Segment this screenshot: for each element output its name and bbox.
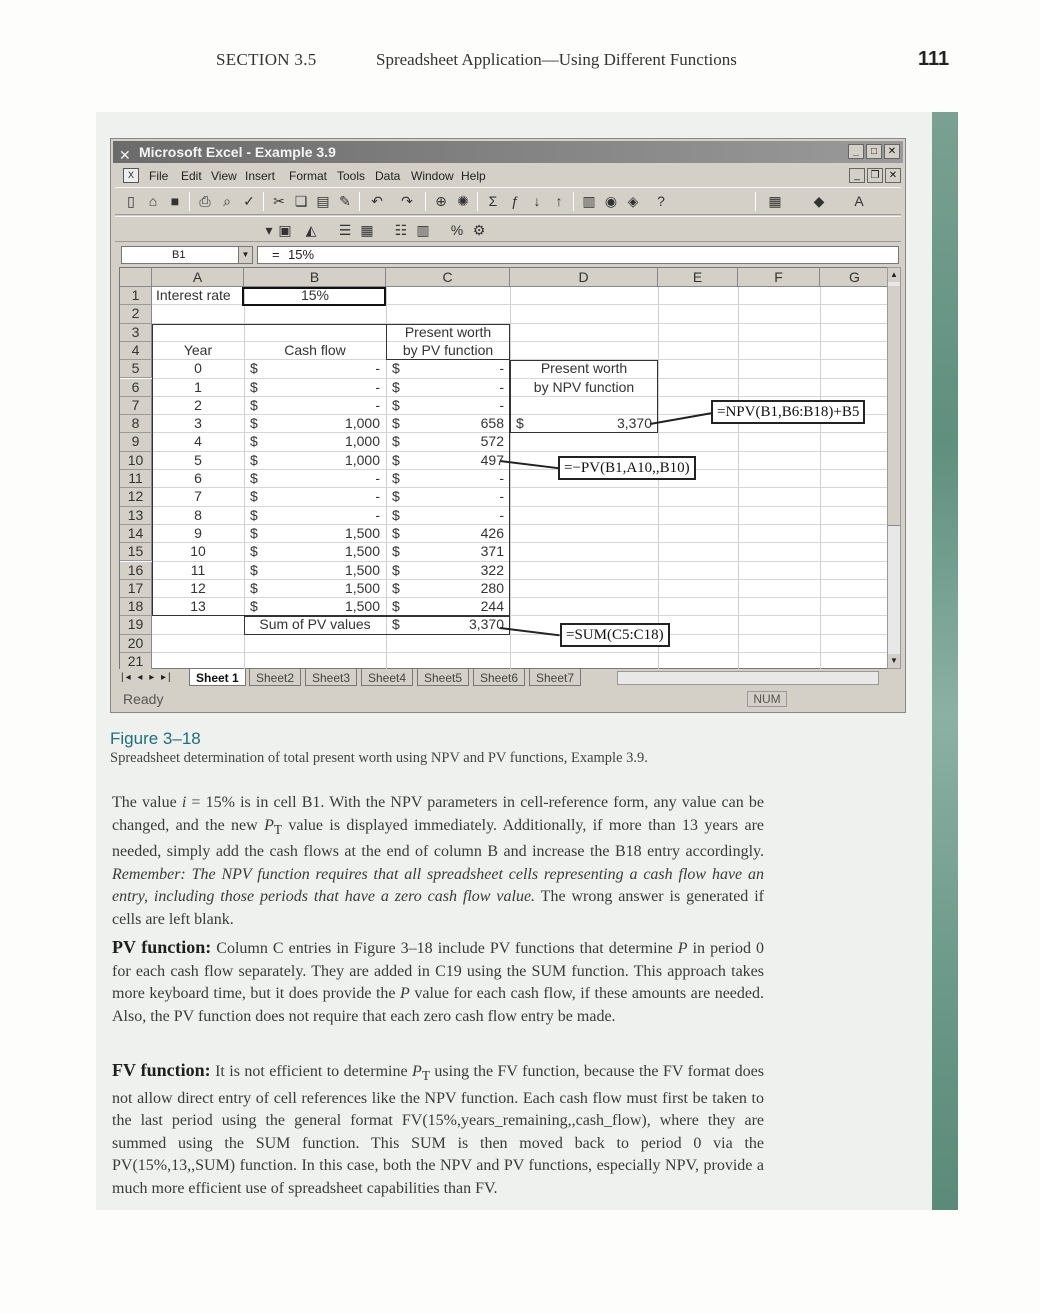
cell-d8: 3,370 xyxy=(616,415,652,432)
name-box[interactable] xyxy=(121,246,253,264)
scroll-thumb[interactable] xyxy=(888,286,900,526)
row-header-15[interactable]: 15 xyxy=(120,543,152,561)
year-cell: 12 xyxy=(190,579,206,596)
vertical-scrollbar[interactable] xyxy=(887,267,901,669)
equals-icon: = xyxy=(272,247,280,262)
cashflow-cell: - xyxy=(375,506,380,523)
gridline xyxy=(738,287,739,670)
year-cell: 5 xyxy=(194,451,202,468)
year-cell: 1 xyxy=(194,378,202,395)
dropdown-arrow-icon[interactable]: ▾ xyxy=(265,222,273,238)
menu-bar xyxy=(113,165,903,187)
year-cell: 9 xyxy=(194,524,202,541)
format-painter-icon[interactable]: ✎ xyxy=(339,193,351,209)
cell-c3: Present worth xyxy=(404,323,492,340)
pv-cell: 426 xyxy=(480,524,504,541)
cashflow-cell: - xyxy=(375,396,380,413)
pv-function-heading: PV function: xyxy=(112,937,212,957)
tab-sheet4[interactable]: Sheet4 xyxy=(361,669,413,686)
row-header-5[interactable]: 5 xyxy=(120,360,152,378)
row-header-2[interactable]: 2 xyxy=(120,305,152,323)
paragraph-pv-function: PV function: Column C entries in Figure 3–18 include PV functions that determine P in period 0 for each cash flow separately. They are added in C19 using the SUM function. This approach takes more keyboard time, but it does provide the P value for each cash flow, if these amounts are needed. Also, the PV function does not require that each zero cash flow entry be made. xyxy=(112,937,764,1025)
tab-sheet2[interactable]: Sheet2 xyxy=(249,669,301,686)
pv-symbol: $ xyxy=(392,378,400,395)
map-icon[interactable]: ◉ xyxy=(604,193,618,209)
cut-icon[interactable]: ✂ xyxy=(273,193,285,209)
cashflow-symbol: $ xyxy=(250,433,258,450)
cashflow-symbol: $ xyxy=(250,378,258,395)
cashflow-cell: 1,500 xyxy=(344,598,380,615)
status-num: NUM xyxy=(747,691,787,707)
sum-formula-callout: =SUM(C5:C18) xyxy=(560,623,670,647)
row-header-18[interactable]: 18 xyxy=(120,598,152,616)
year-cell: 7 xyxy=(194,488,202,505)
pv-symbol: $ xyxy=(392,396,400,413)
formula-bar-row xyxy=(115,245,901,265)
cashflow-symbol: $ xyxy=(250,488,258,505)
pv-symbol: $ xyxy=(392,488,400,505)
menu-window[interactable]: Window xyxy=(411,169,454,183)
cashflow-symbol: $ xyxy=(250,470,258,486)
doc-close-button[interactable]: ✕ xyxy=(885,168,901,183)
row-header-4[interactable]: 4 xyxy=(120,342,152,360)
cashflow-cell: 1,500 xyxy=(344,524,380,541)
sum-outline xyxy=(244,616,510,634)
year-cell: 10 xyxy=(190,543,206,560)
cashflow-cell: 1,000 xyxy=(344,415,380,432)
borders-icon[interactable]: ▦ xyxy=(768,193,782,209)
year-cell: 4 xyxy=(194,433,202,450)
cashflow-cell: - xyxy=(375,360,380,377)
sort-ascending-icon[interactable]: ↓ xyxy=(533,193,541,209)
copy-icon[interactable]: ❏ xyxy=(294,193,308,209)
scroll-down-icon[interactable]: ▼ xyxy=(888,654,900,668)
year-cell: 0 xyxy=(194,360,202,377)
active-cell-outline xyxy=(242,287,386,306)
excel-window xyxy=(110,138,906,713)
figure-label: Figure 3–18 xyxy=(110,729,201,748)
pv-cell: - xyxy=(499,488,504,505)
chevron-down-icon[interactable]: ▼ xyxy=(238,247,252,263)
menu-file[interactable]: File xyxy=(149,169,169,183)
paragraph-fv-function: FV function: It is not efficient to determine $P_T$ using the FV function, because the FV format does not allow direct entry of cell references like the NPV function. Each cash flow must first be taken to the last period using the general format FV(15%,years_remaining,,cash_flow), where they are summed using the SUM function. This SUM is then moved back to period 0 via the PV(15%,13,,SUM) function. In this case, both the NPV and PV functions, especially NPV, provide a much more efficient use of spreadsheet capabilities than FV. xyxy=(112,1060,764,1197)
year-cell: 8 xyxy=(194,506,202,523)
cashflow-symbol: $ xyxy=(250,579,258,596)
row-header-13[interactable]: 13 xyxy=(120,507,152,525)
row-header-10[interactable]: 10 xyxy=(120,452,152,470)
pv-symbol: $ xyxy=(392,433,400,450)
cashflow-symbol: $ xyxy=(250,396,258,413)
cashflow-cell: 1,500 xyxy=(344,543,380,560)
pv-symbol: $ xyxy=(392,470,400,486)
menu-format[interactable]: Format xyxy=(289,169,328,183)
gridline xyxy=(510,287,511,670)
font-color-icon[interactable]: A xyxy=(854,193,864,209)
pv-cell: 244 xyxy=(480,598,504,615)
row-header-19[interactable]: 19 xyxy=(120,616,152,634)
cashflow-cell: - xyxy=(375,378,380,395)
pv-symbol: $ xyxy=(392,524,400,541)
column-header-c[interactable]: C xyxy=(386,268,510,287)
autosum-icon[interactable]: Σ xyxy=(488,193,498,209)
drawing-icon[interactable]: ◈ xyxy=(627,193,639,209)
remember-note: Remember: The NPV function requires that all spreadsheet cells representing a cash flow have an entry, including those periods that have a zero cash flow value. xyxy=(112,865,764,906)
pv-cell: - xyxy=(499,506,504,523)
pv-symbol: $ xyxy=(392,360,400,377)
new-icon[interactable]: ▯ xyxy=(127,193,135,209)
minimize-button[interactable]: _ xyxy=(848,144,864,159)
cashflow-cell: 1,000 xyxy=(344,451,380,468)
cashflow-cell: - xyxy=(375,488,380,505)
year-cell: 3 xyxy=(194,415,202,432)
cell-c19: 3,370 xyxy=(468,616,504,633)
column-header-e[interactable]: E xyxy=(658,268,738,287)
list-icon[interactable]: ☰ xyxy=(338,222,352,238)
column-header-a[interactable]: A xyxy=(152,268,244,287)
fill-color-icon[interactable]: ◆ xyxy=(813,193,825,209)
decorative-side-strip xyxy=(932,112,958,1210)
row-header-7[interactable]: 7 xyxy=(120,397,152,415)
grid-icon[interactable]: ▥ xyxy=(416,222,430,238)
horizontal-scrollbar[interactable] xyxy=(617,671,879,685)
pv-cell: 322 xyxy=(480,561,504,578)
cashflow-symbol: $ xyxy=(250,561,258,578)
cashflow-symbol: $ xyxy=(250,506,258,523)
hyperlink-icon[interactable]: ⊕ xyxy=(435,193,447,209)
row-header-11[interactable]: 11 xyxy=(120,470,152,488)
select-all-corner[interactable] xyxy=(120,268,152,287)
row-header-12[interactable]: 12 xyxy=(120,488,152,506)
status-bar xyxy=(115,689,901,709)
row-header-17[interactable]: 17 xyxy=(120,580,152,598)
chart-wizard-icon[interactable]: ▥ xyxy=(582,193,596,209)
tab-sheet7[interactable]: Sheet7 xyxy=(529,669,581,686)
row-header-9[interactable]: 9 xyxy=(120,433,152,451)
tab-sheet5[interactable]: Sheet5 xyxy=(417,669,469,686)
sheet-nav-icon[interactable]: |◂ ◂ ▸ ▸| xyxy=(121,672,173,683)
row-header-6[interactable]: 6 xyxy=(120,379,152,397)
print-preview-icon[interactable]: ⌕ xyxy=(223,193,231,209)
pv-cell: - xyxy=(499,396,504,413)
row-header-14[interactable]: 14 xyxy=(120,525,152,543)
pv-symbol: $ xyxy=(392,543,400,560)
help-icon[interactable]: ? xyxy=(657,193,665,209)
cashflow-symbol: $ xyxy=(250,360,258,377)
row-header-1[interactable]: 1 xyxy=(120,287,152,305)
cell-b4: Cash flow xyxy=(284,341,346,358)
title-bar xyxy=(113,141,903,163)
pv-symbol: $ xyxy=(392,561,400,578)
paragraph-npv-usage: The value i = 15% is in cell B1. With the NPV parameters in cell-reference form, any value can be changed, and the new $P_T$ value is displayed immediately. Additionally, if more than 13 years are needed, simply add the cash flows at the end of column B and increase the B18 entry accordingly. Remember: The NPV function requires that all spreadsheet cells representing a cash flow have an entry, including those periods that have a zero cash flow value. The wrong answer is generated if cells are left blank. xyxy=(112,794,765,928)
tools-icon[interactable]: ⚙ xyxy=(472,222,486,238)
pv-cell: - xyxy=(499,360,504,377)
pv-cell: 572 xyxy=(480,433,504,450)
name-box-value: B1 xyxy=(172,249,186,261)
running-head-title: Spreadsheet Application—Using Different Functions xyxy=(376,50,737,69)
cashflow-symbol: $ xyxy=(250,598,258,615)
doc-restore-button[interactable]: ❐ xyxy=(867,168,883,183)
workbook-icon[interactable]: X xyxy=(123,168,139,183)
cash-table-outline xyxy=(152,324,510,617)
running-head-section: SECTION 3.5 xyxy=(216,50,317,69)
doc-minimize-button[interactable]: _ xyxy=(849,168,865,183)
table-icon[interactable]: ▦ xyxy=(360,222,374,238)
cell-b1: 15% xyxy=(300,287,330,303)
row-header-20[interactable]: 20 xyxy=(120,635,152,653)
pv-symbol: $ xyxy=(392,451,400,468)
status-ready: Ready xyxy=(123,691,164,707)
window-title: Microsoft Excel - Example 3.9 xyxy=(139,144,336,160)
npv-outline xyxy=(510,360,658,433)
cashflow-cell: 1,000 xyxy=(344,433,380,450)
cashflow-symbol: $ xyxy=(250,543,258,560)
percent-icon[interactable]: % xyxy=(450,222,464,238)
cell-d8-sym: $ xyxy=(516,415,524,432)
chart-type-icon[interactable]: ◭ xyxy=(305,222,317,238)
print-icon[interactable]: ⎙ xyxy=(199,193,211,209)
year-cell: 13 xyxy=(190,598,206,615)
pv-symbol: $ xyxy=(392,598,400,615)
pv-cell: 497 xyxy=(480,451,504,468)
npv-formula-callout: =NPV(B1,B6:B18)+B5 xyxy=(711,400,865,424)
menu-edit[interactable]: Edit xyxy=(181,169,202,183)
tab-sheet3[interactable]: Sheet3 xyxy=(305,669,357,686)
cell-c19-sym: $ xyxy=(392,616,400,633)
menu-data[interactable]: Data xyxy=(375,169,401,183)
fv-function-heading: FV function: xyxy=(112,1060,211,1080)
tab-sheet6[interactable]: Sheet6 xyxy=(473,669,525,686)
sheet-tabs-bar xyxy=(119,669,901,687)
sort-descending-icon[interactable]: ↑ xyxy=(555,193,563,209)
cell-d5: Present worth xyxy=(540,360,628,377)
menu-help[interactable]: Help xyxy=(461,169,486,183)
year-cell: 2 xyxy=(194,396,202,413)
cashflow-cell: 1,500 xyxy=(344,561,380,578)
excel-app-icon: ✕ xyxy=(119,147,131,163)
pv-cell: - xyxy=(499,378,504,395)
close-button[interactable]: ✕ xyxy=(884,144,900,159)
open-icon[interactable]: ⌂ xyxy=(148,193,158,209)
save-icon[interactable]: ■ xyxy=(170,193,180,209)
pv-symbol: $ xyxy=(392,579,400,596)
pv-cell: 658 xyxy=(480,415,504,432)
maximize-button[interactable]: □ xyxy=(866,144,882,159)
formula-value: 15% xyxy=(288,247,315,262)
column-header-d[interactable]: D xyxy=(510,268,658,287)
row-header-3[interactable]: 3 xyxy=(120,324,152,342)
cell-b19: Sum of PV values xyxy=(259,616,371,633)
function-icon[interactable]: ƒ xyxy=(511,193,519,209)
gridline xyxy=(152,652,890,653)
paste-icon[interactable]: ▤ xyxy=(316,193,330,209)
tab-sheet1[interactable]: Sheet 1 xyxy=(189,669,246,686)
formula-bar[interactable] xyxy=(257,246,899,264)
pv-symbol: $ xyxy=(392,415,400,432)
scroll-up-icon[interactable]: ▲ xyxy=(888,268,900,282)
spelling-icon[interactable]: ✓ xyxy=(243,193,255,209)
column-header-b[interactable]: B xyxy=(244,268,386,287)
gridline xyxy=(820,287,821,670)
web-toolbar-icon[interactable]: ✺ xyxy=(457,193,469,209)
align-icon[interactable]: ☷ xyxy=(394,222,408,238)
column-header-f[interactable]: F xyxy=(738,268,820,287)
column-header-g[interactable]: G xyxy=(820,268,890,287)
image-icon[interactable]: ▣ xyxy=(278,222,292,238)
pv-cell: - xyxy=(499,470,504,486)
year-cell: 11 xyxy=(190,561,206,578)
secondary-toolbar xyxy=(115,216,901,242)
cell-d6: by NPV function xyxy=(533,378,635,395)
pv-symbol: $ xyxy=(392,506,400,523)
standard-toolbar xyxy=(115,187,901,215)
page-number: 111 xyxy=(918,48,950,70)
row-header-16[interactable]: 16 xyxy=(120,562,152,580)
row-header-8[interactable]: 8 xyxy=(120,415,152,433)
cashflow-cell: - xyxy=(375,470,380,486)
cell-a1: Interest rate xyxy=(156,287,231,303)
pv-cell: 371 xyxy=(480,543,504,560)
cashflow-symbol: $ xyxy=(250,415,258,432)
menu-insert[interactable]: Insert xyxy=(245,169,276,183)
pv-formula-callout: =−PV(B1,A10,,B10) xyxy=(558,456,696,480)
menu-view[interactable]: View xyxy=(211,169,237,183)
cashflow-symbol: $ xyxy=(250,524,258,541)
redo-icon[interactable]: ↷ xyxy=(401,193,413,209)
figure-caption: Spreadsheet determination of total present worth using NPV and PV functions, Example 3.9. xyxy=(110,750,648,766)
cell-a4: Year xyxy=(183,341,213,358)
worksheet-grid[interactable] xyxy=(119,267,889,669)
menu-tools[interactable]: Tools xyxy=(337,169,366,183)
undo-icon[interactable]: ↶ xyxy=(371,193,383,209)
pv-cell: 280 xyxy=(480,579,504,596)
cell-c4: by PV function xyxy=(402,341,494,358)
cashflow-cell: 1,500 xyxy=(344,579,380,596)
row-header-21[interactable]: 21 xyxy=(120,653,152,671)
cashflow-symbol: $ xyxy=(250,451,258,468)
year-cell: 6 xyxy=(194,470,202,486)
